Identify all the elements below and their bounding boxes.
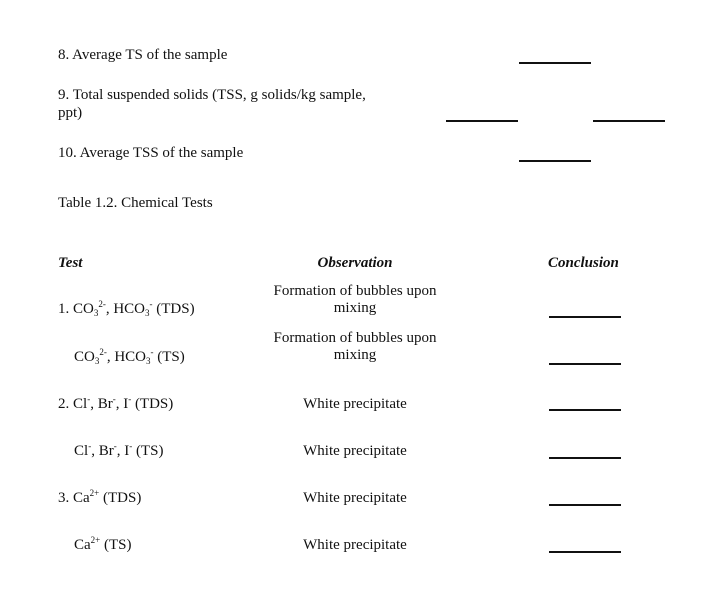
test-row-3: 2. Cl-, Br-, I- (TDS) — [58, 394, 174, 412]
observation-row-5: White precipitate — [303, 490, 407, 506]
test-number: 1. — [58, 301, 73, 317]
test-row-5: 3. $Ca^{2+}$ (TDS) — [58, 488, 142, 506]
header-conclusion: Conclusion — [548, 255, 619, 271]
observation-row-4: White precipitate — [303, 443, 407, 459]
question-9-line-2: ppt) — [58, 105, 83, 121]
test-number: 3. — [58, 490, 73, 506]
question-10: 10. Average TSS of the sample — [58, 145, 244, 161]
answer-blank-9b[interactable] — [593, 120, 665, 122]
test-row-2: $CO_3^{2-}$, $HCO_3^-$ (TS) — [74, 347, 185, 366]
answer-blank-8[interactable] — [519, 62, 591, 64]
observation-row-6: White precipitate — [303, 537, 407, 553]
test-row-6: $Ca^{2+}$ (TS) — [74, 535, 132, 553]
answer-blank-10[interactable] — [519, 160, 591, 162]
observation-row-3: White precipitate — [303, 396, 407, 412]
conclusion-blank-row-5[interactable] — [549, 504, 621, 506]
header-observation: Observation — [317, 255, 393, 271]
test-row-4: Cl-, Br-, I- (TS) — [74, 441, 164, 459]
conclusion-blank-row-3[interactable] — [549, 409, 621, 411]
conclusion-blank-row-4[interactable] — [549, 457, 621, 459]
header-test: Test — [58, 255, 83, 271]
answer-blank-9a[interactable] — [446, 120, 518, 122]
conclusion-blank-row-6[interactable] — [549, 551, 621, 553]
conclusion-blank-row-2[interactable] — [549, 363, 621, 365]
test-number: 2. — [58, 396, 73, 412]
table-caption: Table 1.2. Chemical Tests — [58, 195, 213, 211]
observation-row-1: Formation of bubbles upon mixing — [273, 283, 437, 316]
test-row-1: 1. $CO_3^{2-}$, $HCO_3^-$ (TDS) — [58, 299, 195, 318]
observation-row-2: Formation of bubbles upon mixing — [273, 330, 437, 363]
question-8: 8. Average TS of the sample — [58, 47, 228, 63]
conclusion-blank-row-1[interactable] — [549, 316, 621, 318]
question-9-line-1: 9. Total suspended solids (TSS, g solids/kg sample, — [58, 87, 366, 103]
